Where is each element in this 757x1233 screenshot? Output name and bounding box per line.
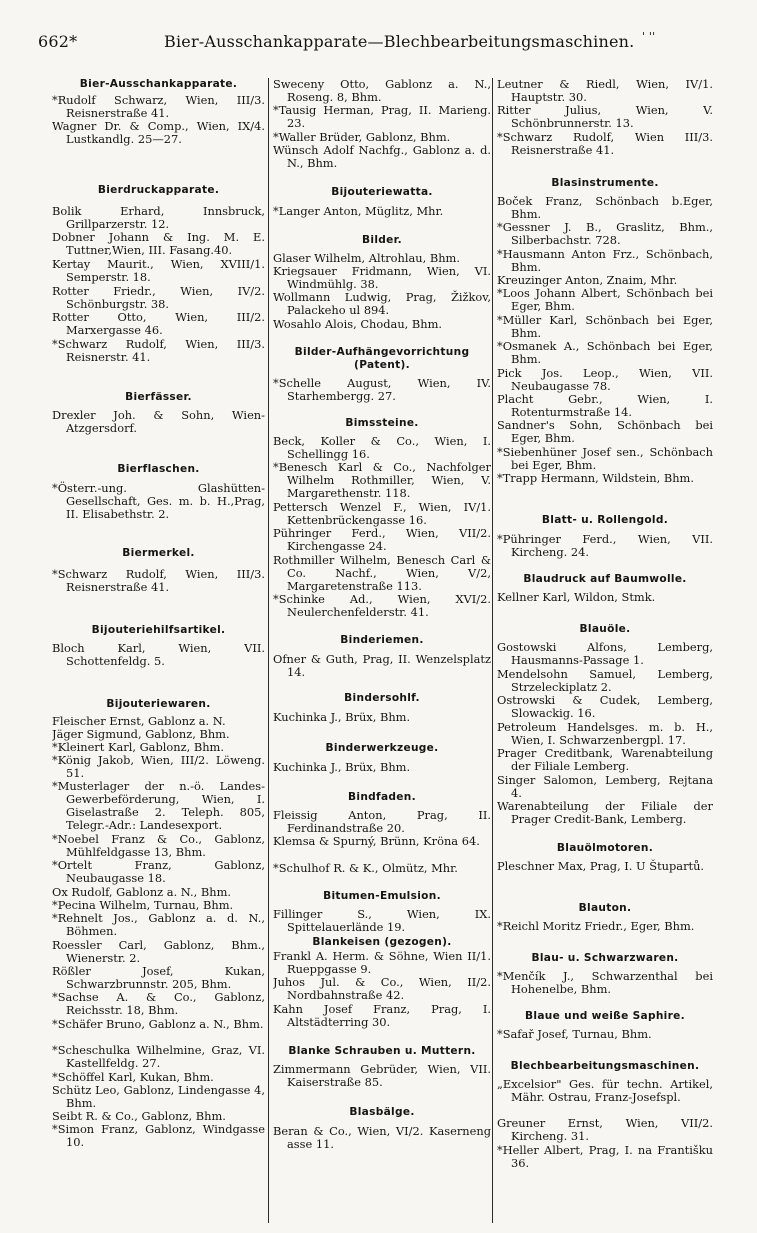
- directory-entry: Mendelsohn Samuel, Lemberg, Strzeleckiplatz 2.: [497, 667, 713, 695]
- directory-entry: Pleschner Max, Prag, I. U Štupartů.: [497, 859, 705, 873]
- page-title: Bier-Ausschankapparate—Blechbearbeitungsmaschinen.: [164, 32, 635, 51]
- directory-entry: Pettersch Wenzel F., Wien, IV/1. Kettenbrückengasse 16.: [273, 500, 491, 528]
- directory-entry: *Tausig Herman, Prag, II. Marieng. 23.: [273, 103, 491, 131]
- directory-entry: *Hausmann Anton Frz., Schönbach, Bhm.: [497, 247, 713, 275]
- directory-entry: Beran & Co., Wien, VI/2. Kaserneng asse 11.: [273, 1124, 491, 1152]
- section-heading: Blauöle.: [579, 623, 631, 635]
- directory-entry: Pühringer Ferd., Wien, VII/2. Kirchengasse 24.: [273, 526, 491, 554]
- directory-entry: Fleischer Ernst, Gablonz a. N.: [52, 714, 226, 728]
- directory-entry: *Sachse A. & Co., Gablonz, Reichsstr. 18, Bhm.: [52, 990, 265, 1018]
- directory-entry: Ostrowski & Cudek, Lemberg, Slowackig. 16.: [497, 693, 713, 721]
- directory-entry: Kuchinka J., Brüx, Bhm.: [273, 760, 411, 774]
- directory-entry: Prager Creditbank, Warenabteilung der Filiale Lemberg.: [497, 746, 713, 774]
- directory-entry: Rößler Josef, Kukan, Schwarzbrunnstr. 205, Bhm.: [52, 964, 265, 992]
- section-heading: Bierfässer.: [125, 391, 192, 403]
- directory-entry: Kreuzinger Anton, Znaim, Mhr.: [497, 273, 678, 287]
- section-heading: Blanke Schrauben u. Muttern.: [288, 1045, 476, 1057]
- directory-entry: *Österr.-ung. Glashütten-Gesellschaft, Ges. m. b. H.,Prag, II. Elisabethstr. 2.: [52, 481, 265, 522]
- directory-entry: Kertay Maurit., Wien, XVIII/1. Semperstr. 18.: [52, 257, 265, 285]
- page-number: 662*: [38, 32, 78, 51]
- section-heading: Bimssteine.: [345, 417, 419, 429]
- directory-entry: *Schöffel Karl, Kukan, Bhm.: [52, 1070, 214, 1084]
- section-heading: Bilder-Aufhängevorrichtung (Patent).: [294, 346, 470, 372]
- directory-entry: Wollmann Ludwig, Prag, Žižkov, Palackeho ul 894.: [273, 290, 491, 318]
- section-heading: Bindersohlf.: [344, 692, 420, 704]
- directory-entry: *Schwarz Rudolf, Wien, III/3. Reisnerstraße 41.: [52, 567, 265, 595]
- directory-entry: Pick Jos. Leop., Wien, VII. Neubaugasse 78.: [497, 366, 713, 394]
- section-heading: Bijouteriewaren.: [106, 698, 211, 710]
- directory-entry: Fleissig Anton, Prag, II. Ferdinandstraße 20.: [273, 808, 491, 836]
- directory-entry: Ritter Julius, Wien, V. Schönbrunnerstr. 13.: [497, 103, 713, 131]
- column-divider: [492, 78, 493, 1223]
- directory-entry: Singer Salomon, Lemberg, Rejtana 4.: [497, 773, 713, 801]
- directory-entry: Dobner Johann & Ing. M. E. Tuttner,Wien, III. Fasang.40.: [52, 230, 265, 258]
- directory-entry: Boček Franz, Schönbach b.Eger, Bhm.: [497, 194, 713, 222]
- directory-entry: Jäger Sigmund, Gablonz, Bhm.: [52, 727, 230, 741]
- section-heading: Bierdruckapparate.: [97, 184, 220, 196]
- section-heading: Blatt- u. Rollengold.: [541, 514, 669, 526]
- directory-entry: Juhos Jul. & Co., Wien, II/2. Nordbahnstraße 42.: [273, 975, 491, 1003]
- section-heading: Blauton.: [578, 902, 632, 914]
- directory-entry: *Gessner J. B., Graslitz, Bhm., Silberbachstr. 728.: [497, 220, 713, 248]
- column-divider: [268, 78, 269, 1223]
- section-heading: Blasinstrumente.: [551, 177, 659, 189]
- section-heading: Bindfaden.: [348, 791, 416, 803]
- directory-entry: *Schäfer Bruno, Gablonz a. N., Bhm.: [52, 1017, 264, 1031]
- directory-entry: *Musterlager der n.-ö. Landes-Gewerbeförderung, Wien, I. Giselastraße 2. Teleph. 805, Telegr.-Adr.: Landesexport.: [52, 779, 265, 833]
- directory-entry: *Schulhof R. & K., Olmütz, Mhr.: [273, 861, 458, 875]
- directory-entry: Fillinger S., Wien, IX. Spittelauerlände 19.: [273, 907, 491, 935]
- section-heading: Bierflaschen.: [117, 463, 200, 475]
- section-heading: Blechbearbeitungsmaschinen.: [510, 1060, 700, 1072]
- directory-entry: *König Jakob, Wien, III/2. Löweng. 51.: [52, 753, 265, 781]
- section-heading: Bijouteriehilfsartikel.: [91, 624, 226, 636]
- directory-entry: Kellner Karl, Wildon, Stmk.: [497, 590, 656, 604]
- directory-entry: Klemsa & Spurný, Brünn, Kröna 64.: [273, 834, 480, 848]
- directory-entry: Wünsch Adolf Nachfg., Gablonz a. d. N., Bhm.: [273, 143, 491, 171]
- directory-entry: *Scheschulka Wilhelmine, Graz, VI. Kastellfeldg. 27.: [52, 1043, 265, 1071]
- directory-entry: Greuner Ernst, Wien, VII/2. Kircheng. 31.: [497, 1116, 713, 1144]
- directory-entry: Seibt R. & Co., Gablonz, Bhm.: [52, 1109, 226, 1123]
- directory-entry: Bolik Erhard, Innsbruck, Grillparzerstr. 12.: [52, 204, 265, 232]
- section-heading: Blauölmotoren.: [556, 842, 654, 854]
- directory-entry: Wosahlo Alois, Chodau, Bhm.: [273, 317, 443, 331]
- section-heading: Bilder.: [362, 234, 402, 246]
- section-heading: Biermerkel.: [122, 547, 195, 559]
- section-heading: Blaudruck auf Baumwolle.: [523, 573, 687, 585]
- column-3: [497, 78, 713, 1218]
- directory-entry: *Müller Karl, Schönbach bei Eger, Bhm.: [497, 313, 713, 341]
- directory-entry: *Noebel Franz & Co., Gablonz, Mühlfeldgasse 13, Bhm.: [52, 832, 265, 860]
- directory-entry: *Langer Anton, Müglitz, Mhr.: [273, 204, 444, 218]
- directory-entry: *Loos Johann Albert, Schönbach bei Eger, Bhm.: [497, 286, 713, 314]
- directory-entry: Bloch Karl, Wien, VII. Schottenfeldg. 5.: [52, 641, 265, 669]
- directory-entry: Kriegsauer Fridmann, Wien, VI. Windmühlg. 38.: [273, 264, 491, 292]
- directory-entry: Wagner Dr. & Comp., Wien, IX/4. Lustkandlg. 25—27.: [52, 119, 265, 147]
- section-heading: Blankeisen (gezogen).: [312, 936, 452, 948]
- directory-entry: Frankl A. Herm. & Söhne, Wien II/1. Rueppgasse 9.: [273, 949, 491, 977]
- directory-entry: Ofner & Guth, Prag, II. Wenzelsplatz 14.: [273, 652, 491, 680]
- directory-entry: *Schwarz Rudolf, Wien, III/3. Reisnerstr. 41.: [52, 337, 265, 365]
- page-header: [38, 32, 718, 58]
- directory-entry: *Heller Albert, Prag, I. na Františku 36.: [497, 1143, 713, 1171]
- directory-entry: Sweceny Otto, Gablonz a. N., Roseng. 8, Bhm.: [273, 78, 491, 105]
- column-1: [52, 78, 265, 1218]
- directory-entry: Leutner & Riedl, Wien, IV/1. Hauptstr. 30.: [497, 78, 713, 105]
- directory-entry: Schütz Leo, Gablonz, Lindengasse 4, Bhm.: [52, 1083, 265, 1111]
- directory-entry: *Rehnelt Jos., Gablonz a. d. N., Böhmen.: [52, 911, 265, 939]
- directory-entry: Sandner's Sohn, Schönbach bei Eger, Bhm.: [497, 418, 713, 446]
- directory-entry: „Excelsior" Ges. für techn. Artikel, Mähr. Ostrau, Franz-Josefspl.: [497, 1077, 713, 1105]
- directory-entry: *Ortelt Franz, Gablonz, Neubaugasse 18.: [52, 858, 265, 886]
- section-heading: Blau- u. Schwarzwaren.: [531, 952, 679, 964]
- directory-entry: Rotter Friedr., Wien, IV/2. Schönburgstr. 38.: [52, 284, 265, 312]
- directory-entry: Zimmermann Gebrüder, Wien, VII. Kaiserstraße 85.: [273, 1062, 491, 1090]
- directory-entry: *Benesch Karl & Co., Nachfolger Wilhelm Rothmiller, Wien, V. Margarethenstr. 118.: [273, 460, 491, 501]
- section-heading: Blasbälge.: [349, 1106, 415, 1118]
- directory-entry: Placht Gebr., Wien, I. Rotenturmstraße 14.: [497, 392, 713, 420]
- directory-entry: *Osmanek A., Schönbach bei Eger, Bhm.: [497, 339, 713, 367]
- directory-entry: *Schinke Ad., Wien, XVI/2. Neulerchenfelderstr. 41.: [273, 592, 491, 620]
- directory-entry: *Schelle August, Wien, IV. Starhembergg. 27.: [273, 376, 491, 404]
- directory-entry: *Reichl Moritz Friedr., Eger, Bhm.: [497, 919, 695, 933]
- directory-entry: Petroleum Handelsges. m. b. H., Wien, I. Schwarzenbergpl. 17.: [497, 720, 713, 748]
- directory-entry: Warenabteilung der Filiale der Prager Credit-Bank, Lemberg.: [497, 799, 713, 827]
- directory-entry: Rothmiller Wilhelm, Benesch Carl & Co. Nachf., Wien, V/2, Margaretenstraße 113.: [273, 553, 491, 594]
- directory-entry: *Pühringer Ferd., Wien, VII. Kircheng. 24.: [497, 532, 713, 560]
- directory-entry: *Kleinert Karl, Gablonz, Bhm.: [52, 740, 224, 754]
- column-2: [273, 78, 491, 1218]
- directory-entry: *Pecina Wilhelm, Turnau, Bhm.: [52, 898, 234, 912]
- directory-entry: *Simon Franz, Gablonz, Windgasse 10.: [52, 1122, 265, 1150]
- directory-entry: Kahn Josef Franz, Prag, I. Altstädterring 30.: [273, 1002, 491, 1030]
- section-heading: Bier-Ausschankapparate.: [79, 78, 238, 90]
- directory-entry: *Waller Brüder, Gablonz, Bhm.: [273, 130, 451, 144]
- section-heading: Blaue und weiße Saphire.: [525, 1010, 685, 1022]
- directory-entry: *Safař Josef, Turnau, Bhm.: [497, 1027, 652, 1041]
- directory-entry: *Rudolf Schwarz, Wien, III/3. Reisnerstraße 41.: [52, 93, 265, 121]
- directory-entry: Kuchinka J., Brüx, Bhm.: [273, 710, 411, 724]
- directory-entry: *Trapp Hermann, Wildstein, Bhm.: [497, 471, 694, 485]
- directory-entry: Rotter Otto, Wien, III/2. Marxergasse 46.: [52, 310, 265, 338]
- directory-entry: Drexler Joh. & Sohn, Wien-Atzgersdorf.: [52, 408, 265, 436]
- directory-entry: Beck, Koller & Co., Wien, I. Schellingg 16.: [273, 434, 491, 462]
- section-heading: Bitumen-Emulsion.: [323, 890, 441, 902]
- directory-entry: Roessler Carl, Gablonz, Bhm., Wienerstr. 2.: [52, 938, 265, 966]
- section-heading: Binderwerkzeuge.: [325, 742, 439, 754]
- directory-entry: Ox Rudolf, Gablonz a. N., Bhm.: [52, 885, 232, 899]
- directory-entry: Gostowski Alfons, Lemberg, Hausmanns-Passage 1.: [497, 640, 713, 668]
- section-heading: Binderiemen.: [340, 634, 424, 646]
- ink-smudge: ' '': [642, 30, 656, 43]
- directory-entry: *Siebenhüner Josef sen., Schönbach bei Eger, Bhm.: [497, 445, 713, 473]
- directory-entry: *Schwarz Rudolf, Wien III/3. Reisnerstraße 41.: [497, 130, 713, 158]
- directory-entry: *Menčík J., Schwarzenthal bei Hohenelbe, Bhm.: [497, 969, 713, 997]
- directory-entry: Glaser Wilhelm, Altrohlau, Bhm.: [273, 251, 460, 265]
- section-heading: Bijouteriewatta.: [331, 186, 433, 198]
